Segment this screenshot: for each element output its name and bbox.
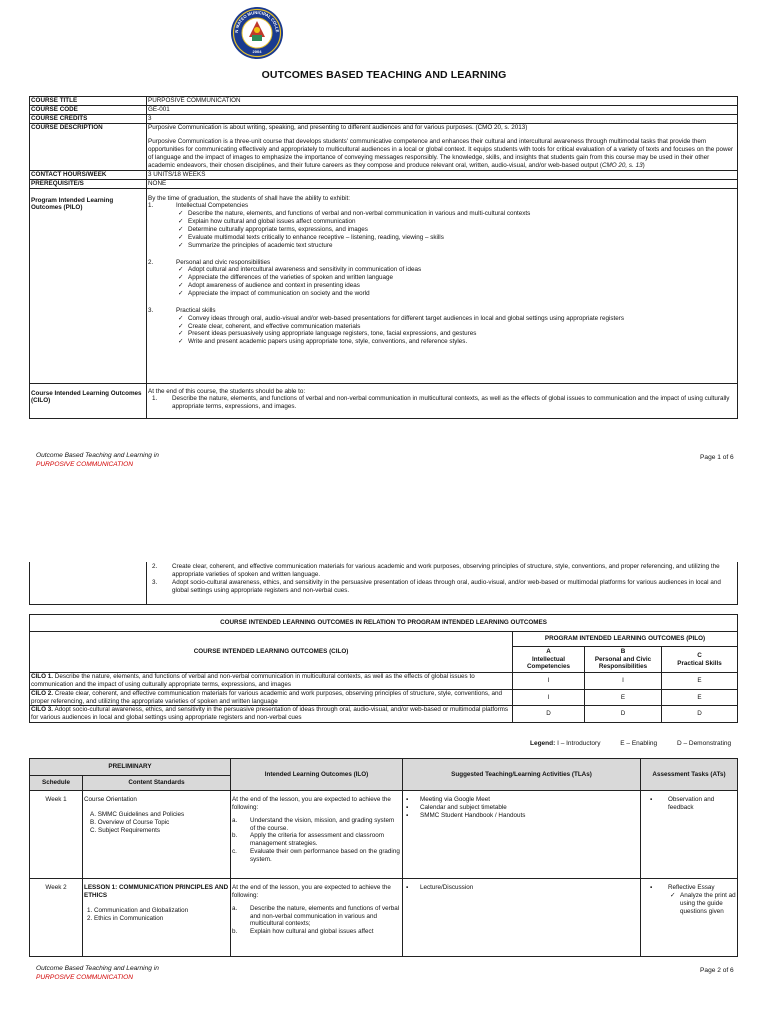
- mapping-cell: E: [585, 689, 662, 706]
- pilo-col-b: B Personal and Civic Responsibilities: [585, 647, 662, 673]
- week-cell: Week 2: [30, 879, 83, 957]
- svg-text:2004: 2004: [252, 49, 262, 54]
- footer-line-2: PURPOSIVE COMMUNICATION: [36, 461, 133, 468]
- mapping-cell: E: [662, 689, 738, 706]
- pilo-item: ✓ Appreciate the differences of the varieties of spoken and written language: [188, 274, 736, 282]
- contact-hours-label: CONTACT HOURS/WEEK: [30, 170, 147, 179]
- pilo-col-a: A Intellectual Competencies: [513, 647, 585, 673]
- mapping-cell: D: [585, 706, 662, 723]
- tla-header: Suggested Teaching/Learning Activities (TLAs): [403, 759, 641, 791]
- svg-text:SAN MATEO MUNICIPAL COLLEGE: N MATEO MUNICIPAL COLLE: [233, 9, 281, 33]
- pilo-item: ✓ Create clear, coherent, and effective communication materials: [188, 323, 736, 331]
- lesson-plan-table: [29, 758, 738, 957]
- footer-line-1: Outcome Based Teaching and Learning in: [36, 452, 159, 459]
- document-title: OUTCOMES BASED TEACHING AND LEARNING: [261, 69, 507, 81]
- table-row: CILO 3. Adopt socio-cultural awareness, ethics, and sensitivity in the persuasive presentation of ideas through oral, audio-visual, and/or web-based or multimodal platforms for various audiences in local and global settings using appropriate registers and non-verbal cues D D D: [30, 706, 738, 723]
- pilo-item: ✓ Explain how cultural and global issues affect communication: [188, 218, 736, 226]
- description-paragraph-1: Purposive Communication is about writing, speaking, and presenting to different audiences and for various purposes. (CMO 20, s. 2013): [148, 123, 528, 131]
- prerequisite-label: PREREQUISITE/S: [30, 179, 147, 188]
- course-credits-value: 3: [147, 114, 738, 123]
- pilo-group-1: 1. Intellectual Competencies ✓ Describe the nature, elements, and functions of verbal and non-verbal communication in various and multi-cultural contexts ✓ Explain how cultural and global issues affect communication ✓ Determine culturally appropriate terms, expressions, and images ✓ Evaluate multimodal texts critically to enhance receptive – listening, reading, viewing – skills ✓ Summarize the principles of academic text structure: [148, 202, 736, 249]
- mapping-cell: I: [513, 689, 585, 706]
- pilo-content: [147, 188, 738, 383]
- description-paragraph-2: Purposive Communication is a three-unit course that develops students' communicative competence and enhances their cultural and intercultural awareness through multimodal tasks that provide them opportunities for communicating effectively and appropriately to multicultural audiences in a local or global context. It equips students with tools for critical evaluation of a variety of texts and focuses on the power of language and the impact of images to emphasize the importance of conveying messages responsibly. The knowledge, skills, and insights that students gain from this course may be used in their other academic endeavors, their chosen disciplines, and their future careers as they compose and produce relevant oral, written, audio-visual, and/or web-based output (CMO 20, s. 13): [148, 138, 734, 170]
- mapping-cell: I: [513, 673, 585, 690]
- course-title-value: PURPOSIVE COMMUNICATION: [147, 97, 738, 106]
- week-cell: Week 1: [30, 791, 83, 879]
- course-credits-label: COURSE CREDITS: [30, 114, 147, 123]
- cilo-continuation-table: [29, 562, 738, 605]
- mapping-cell: I: [585, 673, 662, 690]
- pilo-group-2: 2. Personal and civic responsibilities ✓ Adopt cultural and intercultural awareness and sensitivity in communication of ideas ✓ Appreciate the differences of the varieties of spoken and written language ✓ Adopt awareness of audience and context in presenting ideas ✓ Appreciate the impact of communication on society and the world: [148, 259, 736, 298]
- pilo-column-header: PROGRAM INTENDED LEARNING OUTCOMES (PILO): [513, 632, 738, 647]
- at-header: Assessment Tasks (ATs): [641, 759, 738, 791]
- pilo-group-3: 3. Practical skills ✓ Convey ideas through oral, audio-visual and/or web-based presentations for different target audiences in local and global settings using appropriate registers ✓ Create clear, coherent, and effective communication materials ✓ Present ideas persuasively using appropriate language registers, tone, facial expressions, and gestures ✓ Write and present academic papers using appropriate tone, style, conventions, and reference styles.: [148, 307, 736, 346]
- college-seal-logo: [230, 5, 284, 63]
- page-number-1: Page 1 of 6: [700, 454, 734, 461]
- mapping-cell: E: [662, 673, 738, 690]
- table-row: Week 1 Course Orientation A. SMMC Guidelines and Policies B. Overview of Course Topic C. Subject Requirements At the end of the lesson, you are expected to achieve the following: a. Understand the vision, mission, and grading system of the course. b. Apply the criteria for assessment and classroom management strategies. c. Evaluate their own performance based on the grading system. ▪ Meeting via Google Meet ▪ Calendar and subject timetable ▪ SMMC Student Handbook / Handouts ▪ Observation and feedback: [30, 791, 738, 879]
- pilo-item: ✓ Adopt cultural and intercultural awareness and sensitivity in communication of ideas: [188, 266, 736, 274]
- course-title-label: COURSE TITLE: [30, 97, 147, 106]
- mapping-title: COURSE INTENDED LEARNING OUTCOMES IN RELATION TO PROGRAM INTENDED LEARNING OUTCOMES: [30, 615, 738, 632]
- course-description-label: COURSE DESCRIPTION: [30, 123, 147, 170]
- course-description: [147, 123, 738, 170]
- pilo-item: ✓ Convey ideas through oral, audio-visual and/or web-based presentations for different target audiences in local and global settings using appropriate registers: [188, 315, 736, 323]
- pilo-item: ✓ Evaluate multimodal texts critically to enhance receptive – listening, reading, viewing – skills: [188, 234, 736, 242]
- mapping-cell: D: [662, 706, 738, 723]
- pilo-item: ✓ Summarize the principles of academic text structure: [188, 242, 736, 250]
- cilo-item-2: 2. Create clear, coherent, and effective communication materials for various academic and work purposes, observing principles of structure, style, conventions, and proper referencing, and utilizing the appropriate varieties of spoken and written language.: [152, 563, 720, 578]
- cilo-item-1: 1. Describe the nature, elements, and functions of verbal and non-verbal communication in multicultural contexts, as well as the effects of global issues to communication and the impact of using culturally appropriate terms, expressions, and images.: [152, 395, 730, 411]
- table-row: CILO 1. Describe the nature, elements, and functions of verbal and non-verbal communication in multicultural contexts, as well as the effects of global issues to communication and the impact of using culturally appropriate terms, expressions, and images I I E: [30, 673, 738, 690]
- cilo-content: [147, 383, 738, 418]
- course-code-value: GE-001: [147, 105, 738, 114]
- preliminary-header: PRELIMINARY: [30, 759, 231, 776]
- cilo-column-header: COURSE INTENDED LEARNING OUTCOMES (CILO): [30, 632, 513, 673]
- course-info-table: [29, 96, 738, 419]
- pilo-item: ✓ Present ideas persuasively using appropriate language registers, tone, facial expressions, and gestures: [188, 330, 736, 338]
- pilo-label: Program Intended Learning Outcomes (PILO): [30, 188, 147, 383]
- pilo-item: ✓ Write and present academic papers using appropriate tone, style, conventions, and reference styles.: [188, 338, 736, 346]
- content-header: Content Standards: [83, 776, 231, 791]
- legend: Legend: I – Introductory E – Enabling D – Demonstrating: [530, 740, 732, 747]
- cilo-pilo-mapping-table: [29, 614, 738, 723]
- mapping-cell: D: [513, 706, 585, 723]
- footer-line-1-page-2: Outcome Based Teaching and Learning in: [36, 965, 159, 972]
- cilo-item-3: 3. Adopt socio-cultural awareness, ethics, and sensitivity in the persuasive presentation of ideas through oral, audio-visual, and/or web-based or multimodal platforms for various audiences in local and global settings using appropriate registers and non-verbal cues.: [152, 578, 721, 594]
- contact-hours-value: 3 UNITS/18 WEEKS: [147, 170, 738, 179]
- course-code-label: COURSE CODE: [30, 105, 147, 114]
- ilo-header: Intended Learning Outcomes (ILO): [231, 759, 403, 791]
- table-row: Week 2 LESSON 1: COMMUNICATION PRINCIPLES AND ETHICS 1. Communication and Globalization 2. Ethics in Communication At the end of the lesson, you are expected to achieve the following: a. Describe the nature, elements and functions of verbal and non-verbal communication in various and multicultural contexts; b. Explain how cultural and global issues affect ▪ Lecture/Discussion ▪ Reflective Essay ✓ Analyze the print ad using the guide questions given: [30, 879, 738, 957]
- pilo-item: ✓ Describe the nature, elements, and functions of verbal and non-verbal communication in various and multi-cultural contexts: [188, 210, 736, 218]
- table-row: CILO 2. Create clear, coherent, and effective communication materials for various academic and work purposes, observing principles of structure, style, conventions, and proper referencing, and utilizing the appropriate varieties of spoken and written language I E E: [30, 689, 738, 706]
- footer-line-2-page-2: PURPOSIVE COMMUNICATION: [36, 974, 133, 981]
- page-number-2: Page 2 of 6: [700, 967, 734, 974]
- pilo-col-c: C Practical Skills: [662, 647, 738, 673]
- cilo-label: Course Intended Learning Outcomes (CILO): [30, 383, 147, 418]
- pilo-item: ✓ Appreciate the impact of communication on society and the world: [188, 290, 736, 298]
- pilo-intro: By the time of graduation, the students of shall have the ability to exhibit:: [148, 194, 350, 202]
- prerequisite-value: NONE: [147, 179, 738, 188]
- pilo-item: ✓ Adopt awareness of audience and context in presenting ideas: [188, 282, 736, 290]
- cilo-intro: At the end of this course, the students should be able to:: [148, 387, 306, 395]
- pilo-item: ✓ Determine culturally appropriate terms, expressions, and images: [188, 226, 736, 234]
- schedule-header: Schedule: [30, 776, 83, 791]
